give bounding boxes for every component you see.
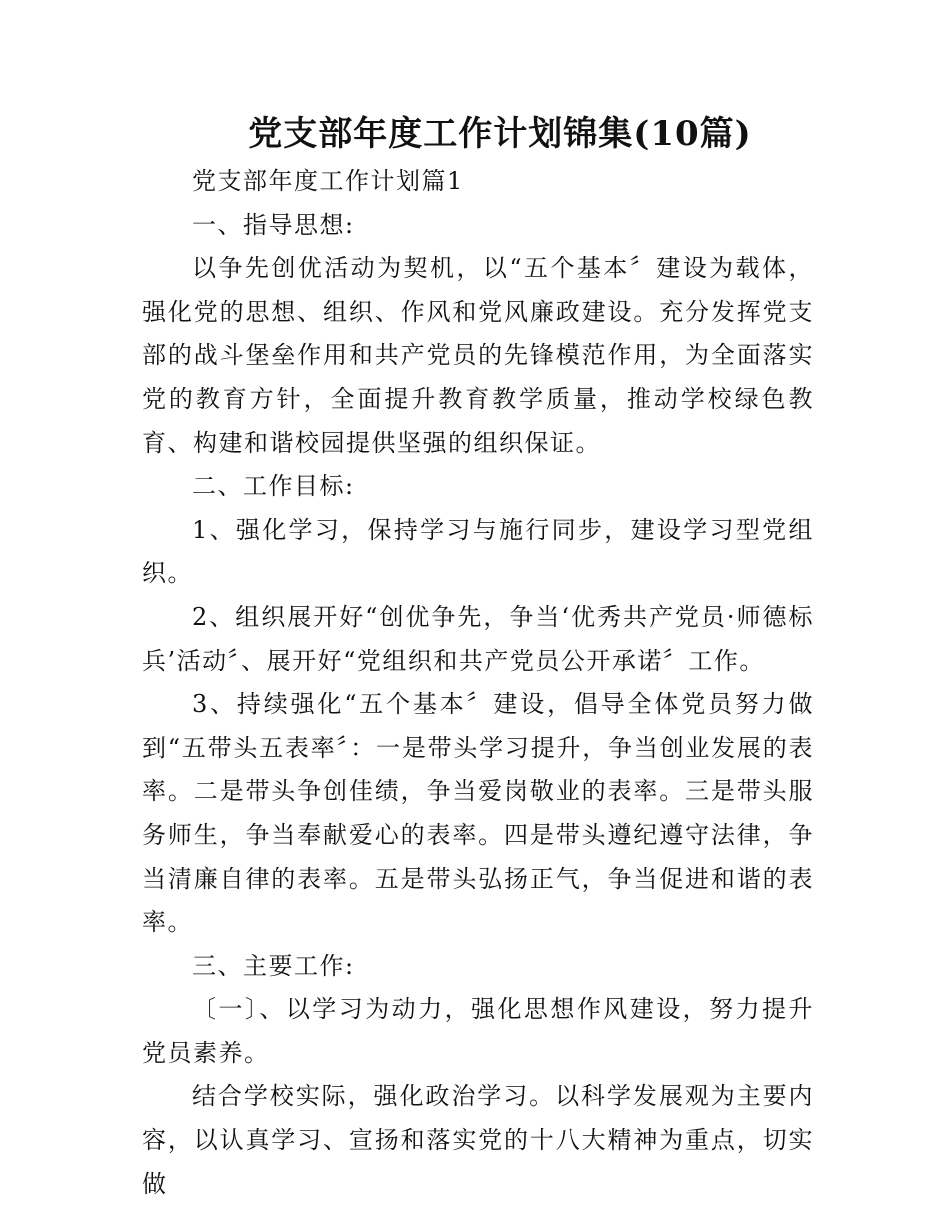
paragraph-goal-2: 2、组织展开好“创优争先，争当‘优秀共产党员·师德标兵’活动〞、展开好“党组织和共产党员公开承诺〞工作。 <box>142 602 814 675</box>
document-title: 党支部年度工作计划锦集(10篇) <box>248 114 752 154</box>
document-body <box>142 160 814 1206</box>
section-heading-plan-1: 党支部年度工作计划篇1 <box>192 167 464 195</box>
paragraph-political-study: 结合学校实际，强化政治学习。以科学发展观为主要内容，以认真学习、宣扬和落实党的十八大精神为重点，切实做 <box>142 1082 814 1198</box>
section-heading-work-goals: 二、工作目标: <box>192 472 355 501</box>
paragraph-goal-3: 3、持续强化“五个基本〞建设，倡导全体党员努力做到“五带头五表率〞：一是带头学习提升，争当创业发展的表率。二是带头争创佳绩，争当爱岗敬业的表率。三是带头服务师生，争当奉献爱心的表率。四是带头遵纪遵守法律，争当清廉自律的表率。五是带头弘扬正气，争当促进和谐的表率。 <box>142 690 814 937</box>
section-heading-main-work: 三、主要工作: <box>192 951 355 980</box>
section-heading-guiding-ideology: 一、指导思想: <box>192 210 355 239</box>
paragraph-main-work-1: 〔一〕、以学习为动力，强化思想作风建设，努力提升党员素养。 <box>142 995 814 1067</box>
paragraph-goal-1: 1、强化学习，保持学习与施行同步，建设学习型党组织。 <box>142 515 814 588</box>
paragraph-guiding-ideology: 以争先创优活动为契机，以“五个基本〞建设为载体，强化党的思想、组织、作风和党风廉政建设。充分发挥党支部的战斗堡垒作用和共产党员的先锋模范作用，为全面落实党的教育方针，全面提升教育教学质量，推动学校绿色教育、构建和谐校园提供坚强的组织保证。 <box>142 254 814 457</box>
